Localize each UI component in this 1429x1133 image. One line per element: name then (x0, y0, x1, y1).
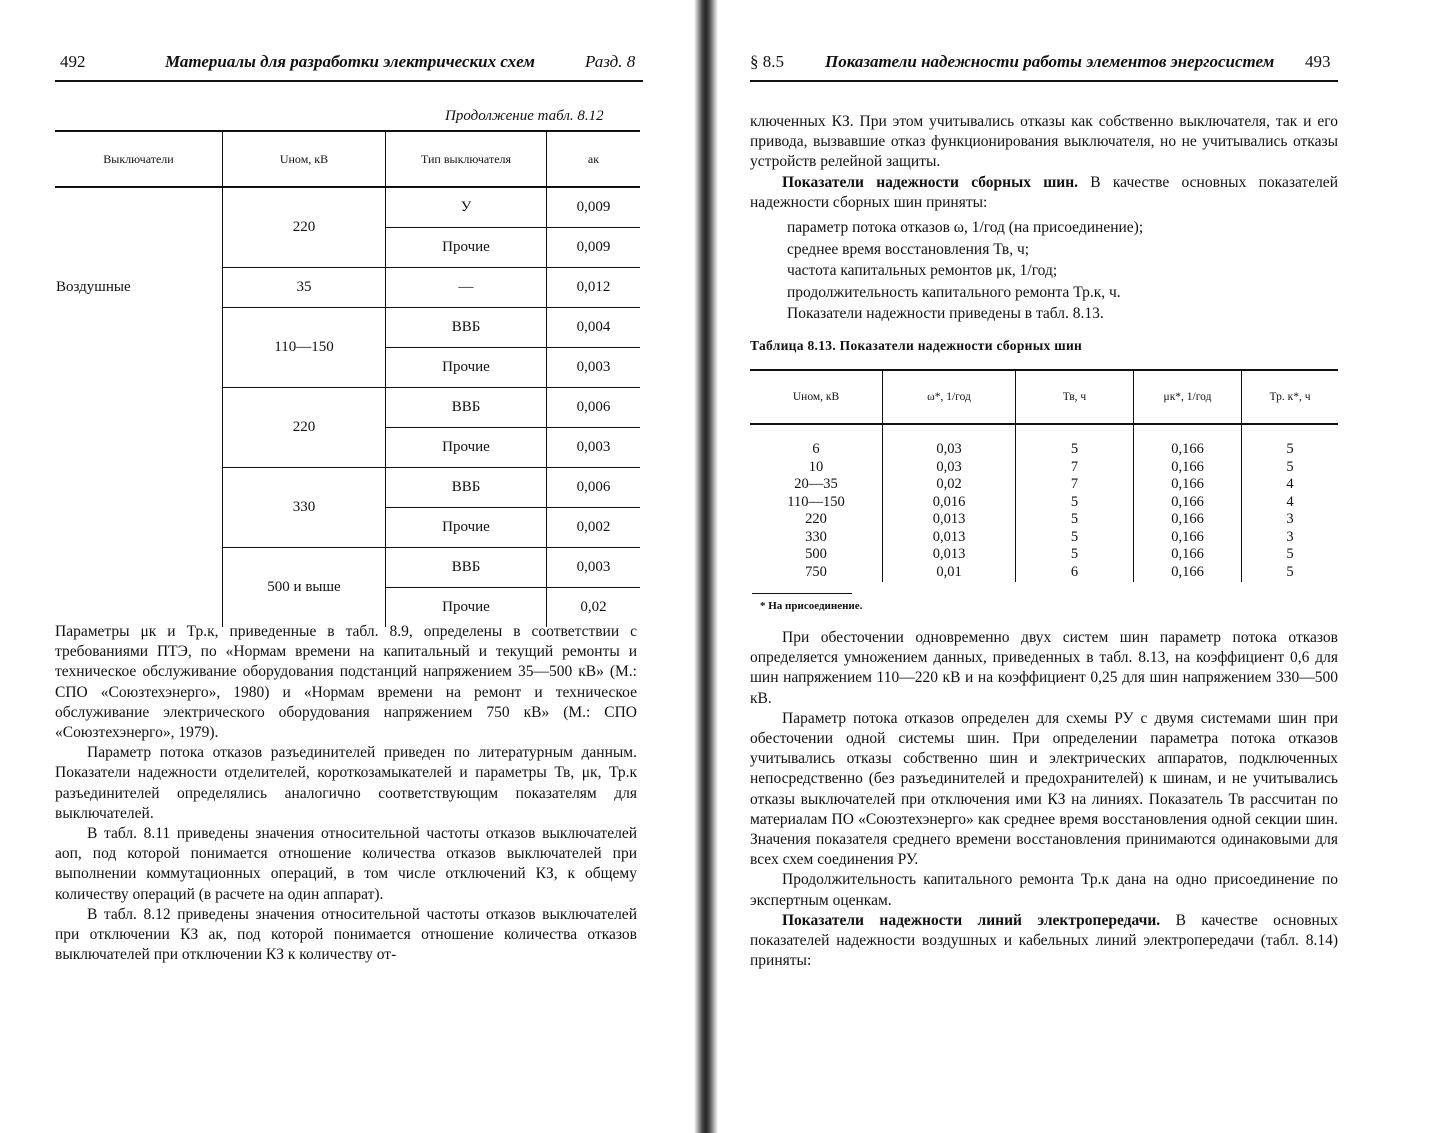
table-header: Uном, кВ (223, 131, 386, 187)
header-rule (55, 80, 643, 82)
table-row (55, 468, 640, 508)
cell-voltage: 500 и выше (223, 548, 386, 628)
cell-breaker: Прочие (386, 348, 547, 388)
table-row (55, 388, 640, 428)
cell-breaker: Прочие (386, 508, 547, 548)
cell-value: 0,002 (547, 508, 641, 548)
paragraph: Продолжительность капитального ремонта Тр.к дана на одно присоединение по экспертным оценкам. (750, 871, 1338, 909)
table-header: μк*, 1/год (1134, 370, 1242, 424)
right-running-title: Показатели надежности работы элементов энергосистем (825, 52, 1275, 71)
left-page (0, 0, 700, 1133)
cell-breaker: Прочие (386, 228, 547, 268)
table-title: Таблица 8.13. Показатели надежности сборных шин (750, 338, 1083, 353)
left-section: Разд. 8 (585, 52, 636, 71)
cell-value: 0,009 (547, 228, 641, 268)
cell-value: 0,012 (547, 268, 641, 308)
footnote: * На присоединение. (760, 600, 863, 612)
cell-value: 0,006 (547, 468, 641, 508)
lines-heading: Показатели надежности линий электропередачи. (782, 911, 1161, 929)
table-header: Тв, ч (1016, 370, 1134, 424)
list-item: продолжительность капитального ремонта Тр.к, ч. (787, 283, 1121, 301)
header-rule (750, 80, 1338, 82)
cell-breaker: — (386, 268, 547, 308)
table-header: Выключатели (55, 131, 223, 187)
table-header: Тип выключателя (386, 131, 547, 187)
left-body-text (55, 622, 637, 965)
paragraph: Параметры μк и Тр.к, приведенные в табл. 8.9, определены в соответствии с требованиями ПТЭ, по «Нормам времени на капитальный и текущий ремонты и техническое обслуживание оборудования подстанций напряжением 35—500 кВ» (М.: СПО «Союзтехэнерго», 1980) и «Нормам времени на ремонт и техническое обслуживание электрического оборудования напряжением 750 кВ» (М.: СПО «Союзтехэнерго», 1979). (55, 623, 637, 742)
column-trk: 5 5 4 4 3 3 5 5 (1242, 424, 1339, 582)
cell-value: 0,02 (547, 588, 641, 628)
column-voltage: 6 10 20—35 110—150 220 330 500 750 (787, 441, 845, 580)
table-header: ω*, 1/год (883, 370, 1016, 424)
table-row (55, 308, 640, 348)
cell-voltage: 35 (223, 268, 386, 308)
busbar-indicator-list (787, 217, 1143, 325)
list-item: Показатели надежности приведены в табл. 8.13. (787, 305, 1104, 323)
cell-breaker: ВВБ (386, 388, 547, 428)
right-page-number: 493 (1305, 52, 1331, 71)
right-section-number: § 8.5 (750, 52, 784, 71)
right-body-text (750, 628, 1338, 971)
table-header: Uном, кВ (750, 370, 883, 424)
table-row (750, 424, 1338, 582)
paragraph: ключенных КЗ. При этом учитывались отказы как собственно выключателя, так и его привода, вызвавшие отказ функционирования выключателя, но не учитывались отказы устройств релейной защиты. (750, 113, 1338, 171)
cell-voltage: 220 (223, 187, 386, 268)
cell-type: Воздушные (56, 279, 131, 295)
table-row (55, 548, 640, 588)
cell-value: 0,003 (547, 348, 641, 388)
cell-breaker: ВВБ (386, 548, 547, 588)
page-number: 492 (60, 52, 86, 71)
paragraph: При обесточении одновременно двух систем шин параметр потока отказов определяется умножением данных, приведенных в табл. 8.13, на коэффициент 0,6 для шин напряжением 110—220 кВ и на коэффициент 0,25 для шин напряжением 330—500 кВ. (750, 629, 1338, 707)
table-8-13 (750, 369, 1338, 582)
paragraph: В табл. 8.11 приведены значения относительной частоты отказов выключателей aоп, под которой понимается отношение количества отказов выключателей при выполнении коммутационных операций, в том числе отключений КЗ, к общему количеству операций (в расчете на один аппарат). (55, 825, 637, 903)
list-item: среднее время восстановления Тв, ч; (787, 240, 1030, 258)
paragraph: Параметр потока отказов разъединителей приведен по литературным данным. Показатели надежности отделителей, короткозамыкателей и параметры Тв, μк, Тр.к разъединителей определялись аналогично соответствующим показателям для выключателей. (55, 744, 637, 822)
busbar-heading: Показатели надежности сборных шин. (782, 173, 1079, 191)
cell-value: 0,004 (547, 308, 641, 348)
cell-value: 0,009 (547, 187, 641, 228)
cell-value: 0,003 (547, 428, 641, 468)
column-omega: 0,03 0,03 0,02 0,016 0,013 0,013 0,013 0,01 (883, 424, 1016, 582)
paragraph: Параметр потока отказов определен для схемы РУ с двумя системами шин при обесточении одной системы шин. При определении параметра потока отказов учитывались отказы собственно шин и электрических аппаратов, подключенных непосредственно (без разъединителей и предохранителей) к шинам, и не учитывались отказы выключателей при отключения ими КЗ на линиях. Показатель Тв рассчитан по материалам ПО «Союзтехэнерго» как среднее время восстановления одной секции шин. Значения показателя среднего времени восстановления принимаются одинаковыми для всех схем соединения РУ. (750, 709, 1338, 869)
busbar-intro: В качестве основных показателей надежности сборных шин приняты: (750, 173, 1338, 211)
cell-breaker: У (386, 187, 547, 228)
left-running-head (60, 52, 86, 72)
table-header: Тр. к*, ч (1242, 370, 1339, 424)
table-row (55, 187, 640, 228)
table-8-12 (55, 130, 640, 627)
cell-voltage: 110—150 (223, 308, 386, 388)
cell-breaker: Прочие (386, 428, 547, 468)
table-header: aк (547, 131, 641, 187)
table-row (55, 268, 640, 308)
column-tv: 5 7 7 5 5 5 5 6 (1016, 424, 1134, 582)
cell-value: 0,003 (547, 548, 641, 588)
cell-value: 0,006 (547, 388, 641, 428)
cell-breaker: ВВБ (386, 308, 547, 348)
cell-breaker: ВВБ (386, 468, 547, 508)
column-mu: 0,166 0,166 0,166 0,166 0,166 0,166 0,166 0,166 (1134, 424, 1242, 582)
cell-type (55, 187, 223, 228)
paragraph: В табл. 8.12 приведены значения относительной частоты отказов выключателей при отключении КЗ aк, под которой понимается отношение количества отказов выключателей при отключении КЗ к количеству от- (55, 905, 637, 964)
right-top-text (750, 112, 1338, 213)
footnote-rule (752, 593, 852, 594)
cell-voltage: 330 (223, 468, 386, 548)
table-caption: Продолжение табл. 8.12 (445, 108, 604, 124)
list-item: параметр потока отказов ω, 1/год (на присоединение); (787, 219, 1144, 236)
list-item: частота капитальных ремонтов μк, 1/год; (787, 262, 1058, 280)
left-running-title: Материалы для разработки электрических схем (165, 52, 535, 71)
cell-voltage: 220 (223, 388, 386, 468)
lines-text: В качестве основных показателей надежности воздушных и кабельных линий электропередачи (табл. 8.14) приняты: (750, 911, 1338, 970)
cell-breaker: Прочие (386, 588, 547, 628)
